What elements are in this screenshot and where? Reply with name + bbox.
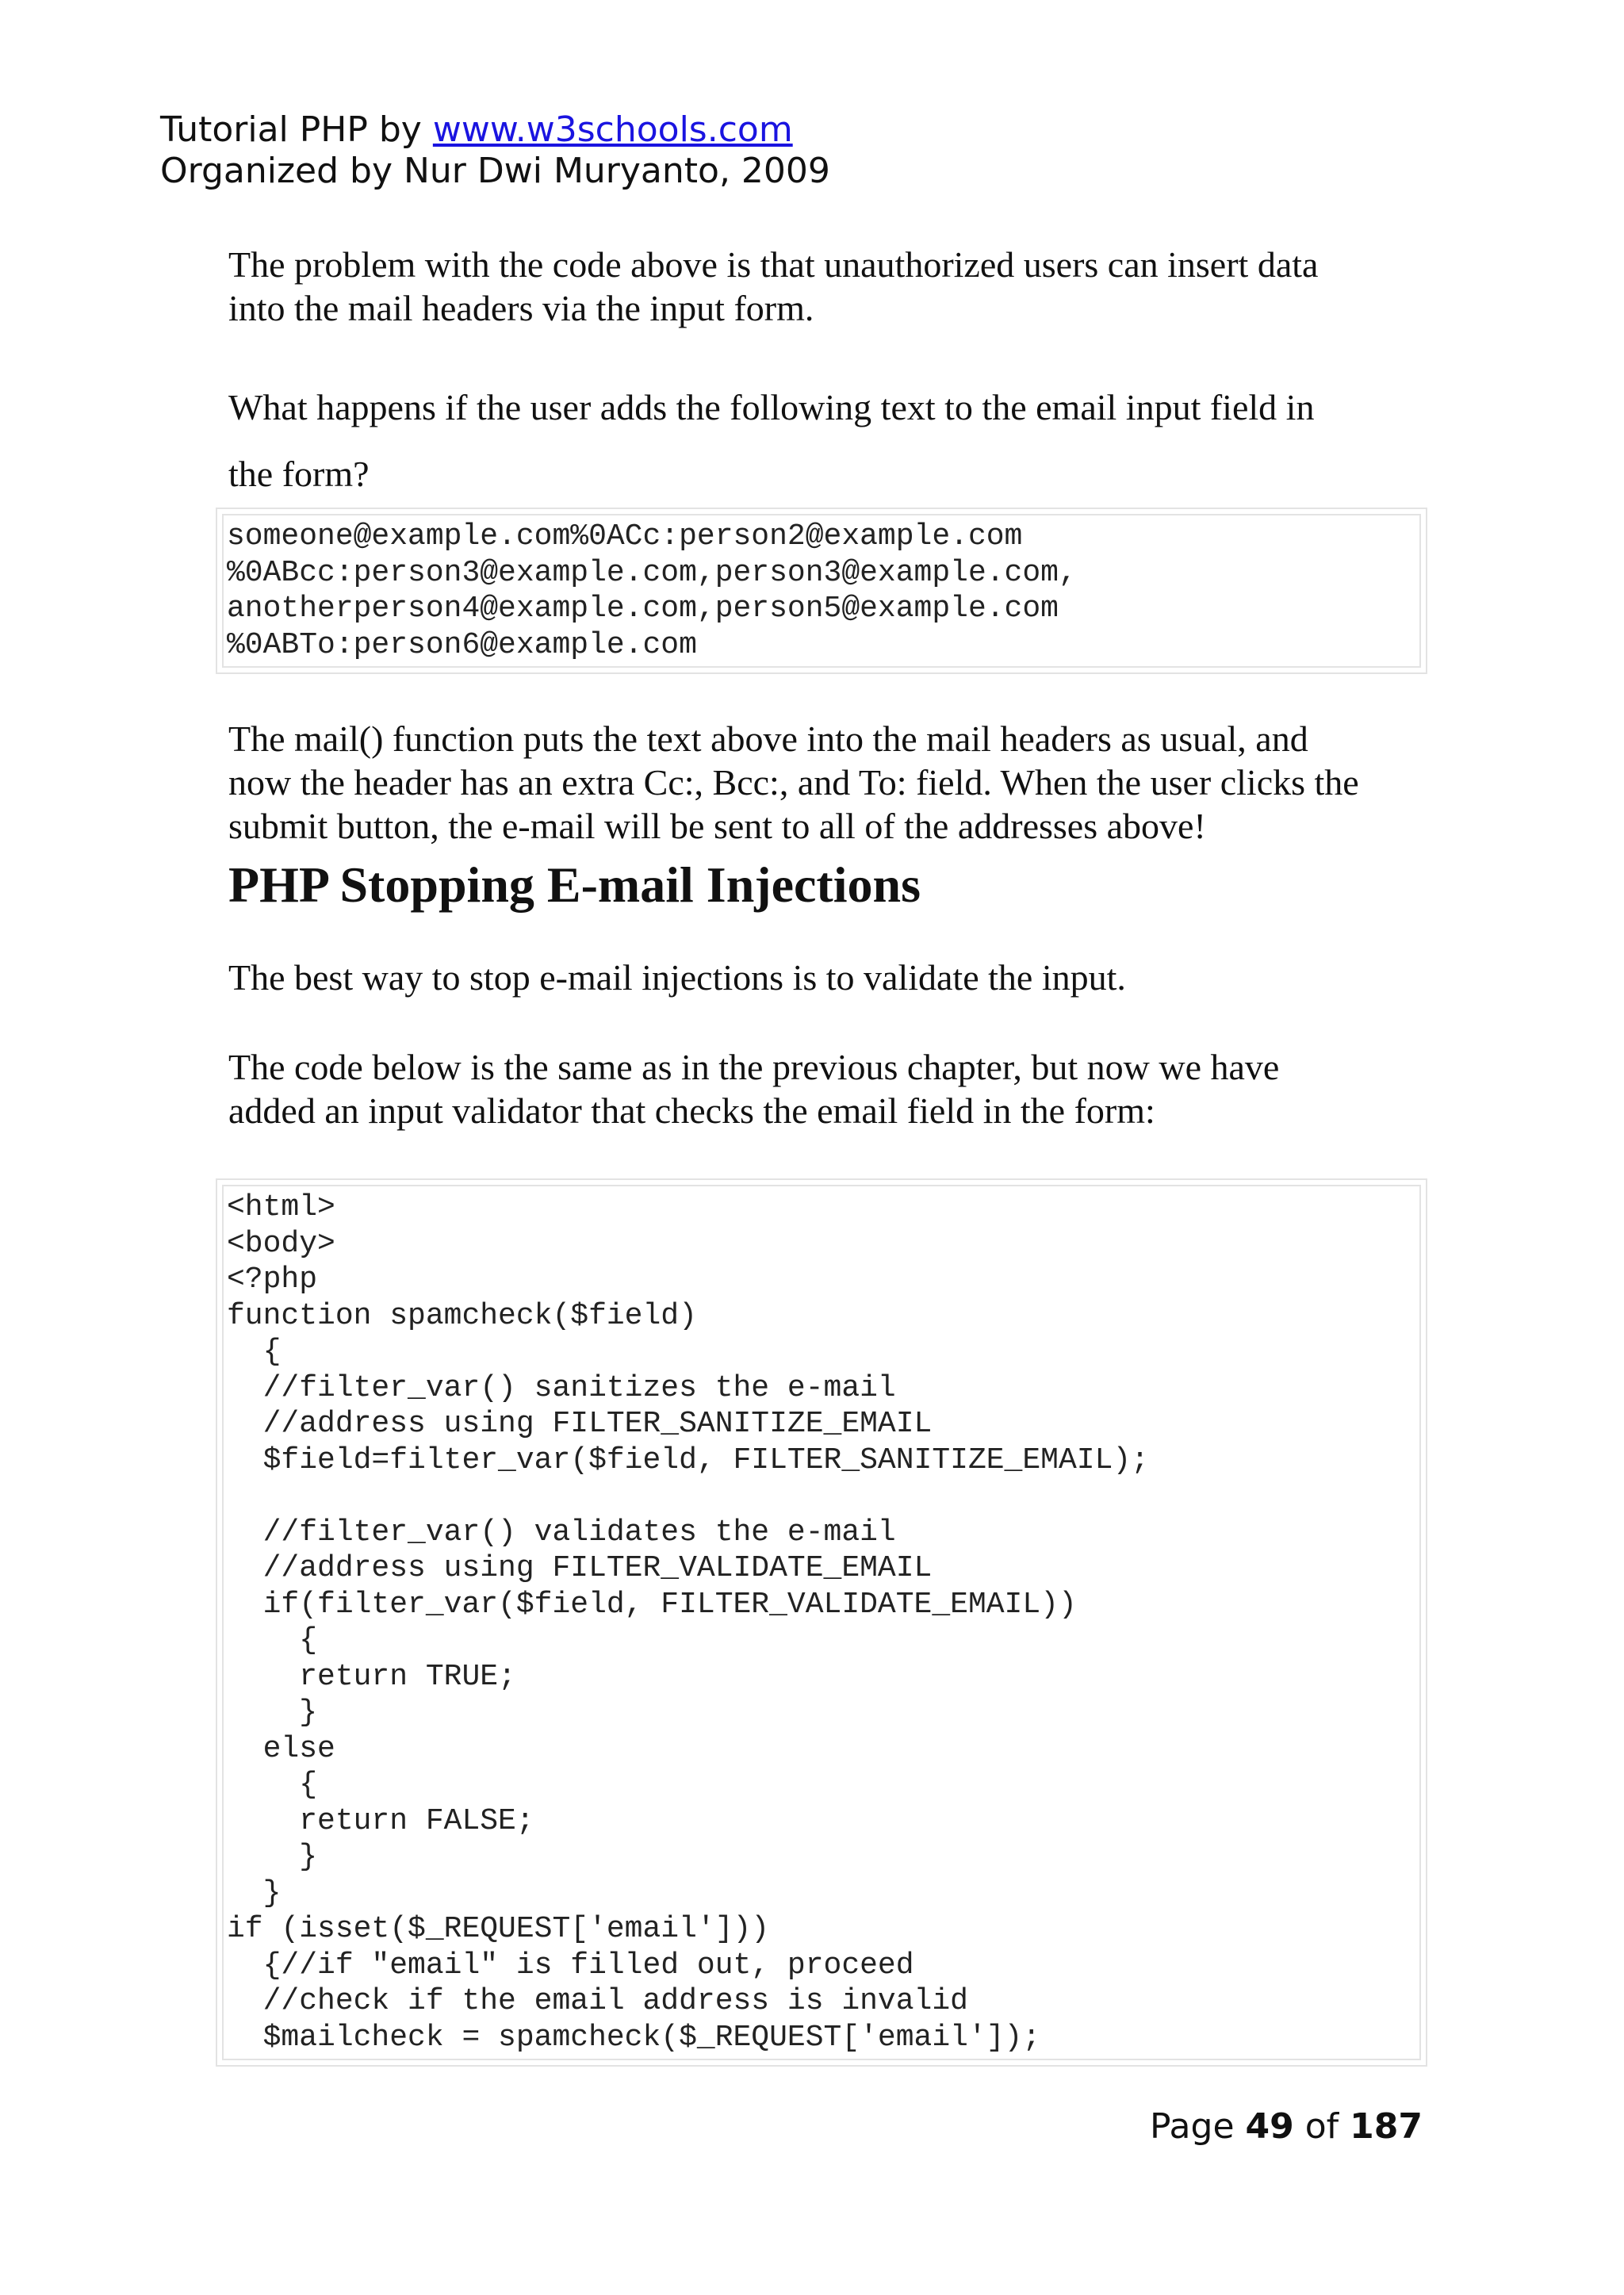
paragraph-best-way: The best way to stop e-mail injections is to validate the input. — [228, 957, 1126, 998]
code-line: //filter_var() validates the e-mail — [227, 1515, 896, 1550]
paragraph-code-intro: The code below is the same as in the previous chapter, but now we have added an input validator that checks the email field in the form: — [228, 1047, 1280, 1131]
code-line — [227, 1478, 1416, 1515]
header-line-2: Organized by Nur Dwi Muryanto, 2009 — [160, 151, 830, 191]
header-line-1: Tutorial PHP by www.w3schools.com — [160, 109, 793, 150]
code-line: if (isset($_REQUEST['email'])) — [227, 1912, 770, 1946]
document-header — [160, 109, 830, 192]
page-footer: Page 49 of 187 — [1150, 2106, 1423, 2147]
code-line: $mailcheck = spamcheck($_REQUEST['email']); — [227, 2020, 1041, 2055]
code-line: <html> — [227, 1190, 335, 1224]
code-line: //address using FILTER_SANITIZE_EMAIL — [227, 1407, 933, 1441]
code-line: //filter_var() sanitizes the e-mail — [227, 1370, 896, 1405]
paragraph-explanation: The mail() function puts the text above into the mail headers as usual, and now the header has an extra Cc:, Bcc:, and To: field. When the user clicks the submit button, the e-mail will be sent to all of the addresses above! — [228, 718, 1359, 846]
code-line: return TRUE; — [227, 1659, 516, 1694]
code-line: if(filter_var($field, FILTER_VALIDATE_EMAIL)) — [227, 1587, 1077, 1622]
code-line: //address using FILTER_VALIDATE_EMAIL — [227, 1551, 933, 1585]
code-line: someone@example.com%0ACc:person2@example.com — [227, 519, 1023, 554]
code-line: anotherperson4@example.com,person5@example.com — [227, 592, 1059, 626]
code-line: else — [227, 1731, 335, 1766]
code-example-validator — [216, 1178, 1427, 2067]
w3schools-link[interactable]: www.w3schools.com — [432, 109, 793, 150]
code-block — [222, 514, 1421, 668]
section-heading: PHP Stopping E-mail Injections — [228, 856, 921, 913]
code-example-injection — [216, 508, 1427, 674]
code-line: //check if the email address is invalid — [227, 1984, 968, 2018]
paragraph-question: What happens if the user adds the following text to the email input field in the form? — [228, 387, 1315, 494]
page-number: 49 — [1245, 2106, 1294, 2147]
code-line: %0ABTo:person6@example.com — [227, 627, 697, 662]
code-line: } — [227, 1875, 282, 1910]
code-line: { — [227, 1623, 318, 1657]
code-line: return FALSE; — [227, 1803, 534, 1838]
code-line: <?php — [227, 1262, 318, 1297]
code-line: } — [227, 1840, 318, 1874]
code-line: <body> — [227, 1226, 335, 1261]
code-line: } — [227, 1695, 318, 1730]
code-line: {//if "email" is filled out, proceed — [227, 1948, 914, 1983]
code-line: %0ABcc:person3@example.com,person3@example.com, — [227, 555, 1077, 590]
code-line: { — [227, 1768, 318, 1802]
code-block — [222, 1185, 1421, 2060]
page-total: 187 — [1350, 2106, 1423, 2147]
code-line: { — [227, 1335, 282, 1369]
code-line: function spamcheck($field) — [227, 1298, 697, 1333]
code-line: $field=filter_var($field, FILTER_SANITIZE_EMAIL); — [227, 1443, 1149, 1477]
paragraph-problem: The problem with the code above is that unauthorized users can insert data into the mail headers via the input form. — [228, 244, 1319, 328]
